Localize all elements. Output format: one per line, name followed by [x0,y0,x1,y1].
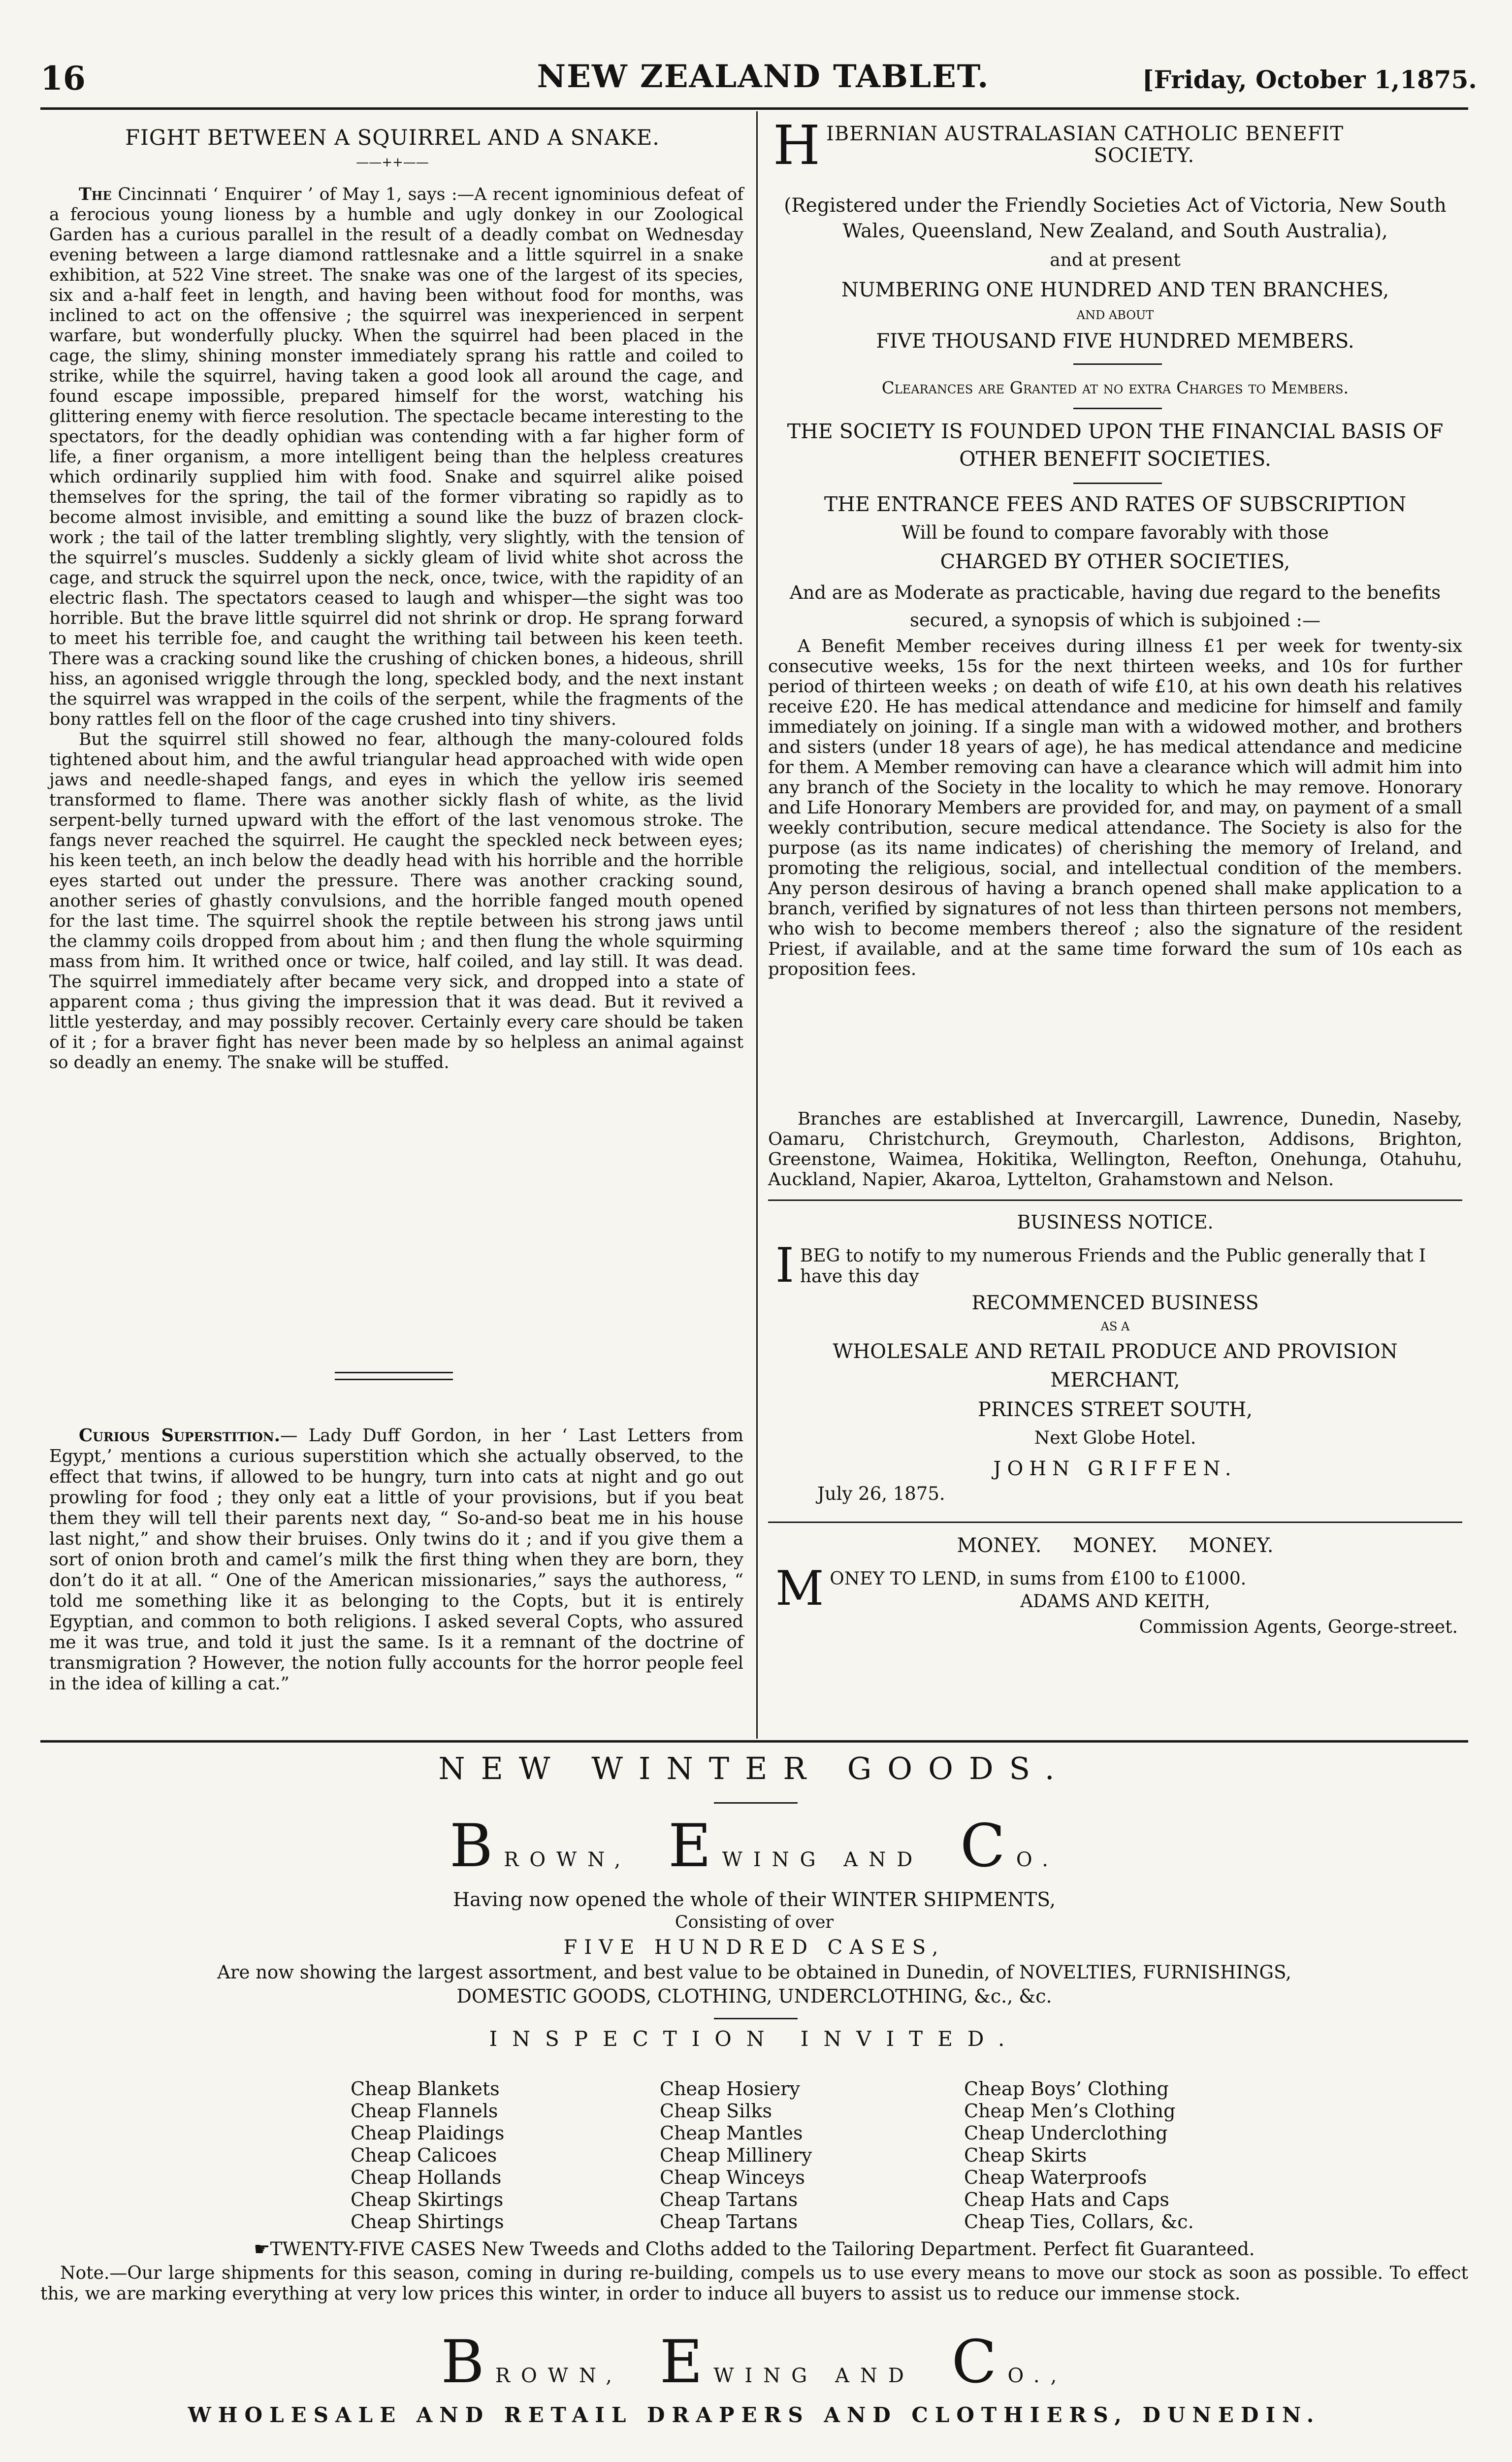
business-name: JOHN GRIFFEN. [993,1458,1237,1480]
hibernian-rule-2 [1073,408,1162,409]
business-wholesale: WHOLESALE AND RETAIL PRODUCE AND PROVISION [833,1340,1398,1363]
list-item: Cheap Tartans [660,2211,798,2233]
firm-c: C [960,1812,1016,1880]
firm-e: E [668,1812,722,1880]
business-next: Next Globe Hotel. [1034,1428,1196,1448]
firm-b: B [450,1812,504,1880]
money-agents: Commission Agents, George-street. [1139,1617,1458,1637]
business-notice-heading: BUSINESS NOTICE. [1017,1211,1214,1233]
masthead-title: NEW ZEALAND TABLET. [537,58,990,95]
hibernian-title-line2: SOCIETY. [1094,144,1195,167]
list-item: Cheap Boys’ Clothing [964,2078,1169,2100]
footer-rown: ROWN, [495,2365,623,2387]
list-item: Cheap Silks [660,2100,772,2122]
hibernian-compare: Will be found to compare favorably with those [901,522,1329,543]
article-lead: The [79,185,112,204]
drop-cap-i: I [775,1238,794,1293]
winter-note-text: Note.—Our large shipments for this season, coming in during re-building, compels us to use every means to move our stock as soon as possible. To effect this, we are marking everything at very low prices this winter, in order to induce all buyers to assist us to reduce our immense stock. [40,2263,1468,2304]
winter-showing: Are now showing the largest assortment, and best value to be obtained in Dunedin, of NOVELTIES, FURNISHINGS, [217,1962,1291,1983]
winter-rule-2 [714,2018,798,2019]
hibernian-body-text: A Benefit Member receives during illness £1 per week for twenty-six consecutive weeks, 15s for the next thirteen weeks, and 10s for further period of thirteen weeks ; on death of wife £10, at his own death his relatives receive £20. He has medical attendance and medicine for himself and family immediately on joining. If a single man with a widowed mother, and brothers and sisters (under 18 years of age), he has medical attendance and medicine for them. A Member removing can have a clearance which will admit him into any branch of the Society in the locality to which he may remove. Honorary and Life Honorary Members are provided for, and may, on payment of a small weekly contribution, secure medical attendance. The Society is also for the purpose (as its name indicates) of cherishing the memory of Ireland, and promoting the religious, social, and intellectual condition of the members. Any person desirous of having a branch opened shall make application to a branch, verified by signatures of not less than thirteen persons not members, who wish to become members thereof ; also the signature of the resident Priest, if available, and at the same time forward the sum of 10s each as proposition fees. [768,636,1462,979]
curious-superstition-article [49,1425,743,1694]
winter-having: Having now opened the whole of their WINTER SHIPMENTS, [452,1889,1056,1911]
squirrel-article [49,185,743,1073]
section-rule-2 [335,1379,453,1380]
list-item: Cheap Skirtings [351,2189,504,2210]
firm-o: O. [1016,1848,1059,1871]
business-notice-line: BEG to notify to my numerous Friends and the Public generally that I have this day [800,1246,1426,1287]
hibernian-clearances: Clearances are Granted at no extra Charges to Members. [881,378,1349,398]
article-title: FIGHT BETWEEN A SQUIRREL AND A SNAKE. [125,126,660,150]
list-item: Cheap Ties, Collars, &c. [964,2211,1194,2233]
list-item: Cheap Hosiery [660,2078,800,2100]
hibernian-branches-text: Branches are established at Invercargill, Lawrence, Dunedin, Naseby, Oamaru, Christchurch, Greymouth, Charleston, Addisons, Brighton, Greenstone, Waimea, Hokitika, Wellington, Reefton, Onehunga, Otahuhu, Auckland, Napier, Akaroa, Lyttelton, Grahamstown and Nelson. [768,1109,1462,1190]
hibernian-entrance: THE ENTRANCE FEES AND RATES OF SUBSCRIPTION [824,492,1407,516]
section-rule [335,1372,453,1373]
business-merchant: MERCHANT, [1050,1369,1180,1392]
list-item: Cheap Calicoes [351,2144,497,2166]
hibernian-title: IBERNIAN AUSTRALASIAN CATHOLIC BENEFIT [826,123,1344,145]
cheap-list-2 [660,2078,812,2233]
hibernian-end-rule [768,1199,1462,1201]
winter-consisting: Consisting of over [675,1912,834,1932]
money-firm: ADAMS AND KEITH, [1020,1591,1210,1612]
footer-wing: WING AND [713,2365,915,2387]
hibernian-body [768,636,1462,979]
winter-inspection: INSPECTION INVITED. [489,2027,1020,2051]
winter-cases: FIVE HUNDRED CASES, [563,1936,945,1959]
list-item: Cheap Skirts [964,2144,1087,2166]
hibernian-members: FIVE THOUSAND FIVE HUNDRED MEMBERS. [876,330,1354,353]
list-item: Cheap Blankets [351,2078,500,2100]
hibernian-heading [773,114,1462,182]
footer-e: E [659,2328,714,2397]
footer-b: B [441,2328,495,2397]
header-rule [40,107,1468,110]
cheap-list-3 [964,2078,1194,2233]
list-item: Cheap Shirtings [351,2211,504,2233]
page-number: 16 [40,59,86,97]
business-as-a: AS A [1100,1320,1130,1333]
list-item: Cheap Mantles [660,2122,803,2144]
winter-twenty-five: ☛TWENTY-FIVE CASES New Tweeds and Cloths added to the Tailoring Department. Perfect fit Guaranteed. [254,2238,1255,2260]
winter-domestic: DOMESTIC GOODS, CLOTHING, UNDERCLOTHING, &c., &c. [456,1985,1052,2007]
list-item: Cheap Hollands [351,2167,502,2188]
winter-rule-1 [714,1802,798,1804]
superstition-text: — Lady Duff Gordon, in her ‘ Last Letters from Egypt,’ mentions a curious superstition which she actually observed, to the effect that twins, if allowed to be hungry, turn into cats at night and go out prowling for food ; they only eat a little of your provisions, but if you beat them they will tell their parents next day, “ So-and-so beat me in his house last night,” and show their bruises. Only twins do it ; and if you give them a sort of onion broth and camel’s milk the first thing when they are born, they don’t do it at all. “ One of the American missionaries,” says the authoress, “ told me something like it as belonging to the Copts, but it is entirely Egyptian, and common to both religions. I asked several Copts, who assured me it was true, and told it just the same. Is it a remnant of the doctrine of transmigration ? However, the notion fully accounts for the horror people feel in the idea of killing a cat.” [49,1425,744,1694]
hibernian-rule-3 [1073,483,1162,484]
money-line: ONEY TO LEND, in sums from £100 to £1000. [830,1569,1247,1589]
article-paragraph-1: Cincinnati ‘ Enquirer ’ of May 1, says :—A recent ignominious defeat of a ferocious young lioness by a humble and ugly donkey in our Zoological Garden has a curious parallel in the result of a deadly combat on Wednesday evening between a large diamond rattlesnake and a little squirrel in a snake exhibition, at 522 Vine street. The snake was one of the largest of its species, six and a-half feet in length, and having been without food for months, was inclined to act on the offensive ; the squirrel was inexperienced in serpent warfare, but wonderfully plucky. When the squirrel had been placed in the cage, the slimy, shining monster immediately sprang his rattle and coiled to strike, while the squirrel, having taken a good look all around the cage, and found escape impossible, prepared himself for the worst, watching his glittering enemy with fierce resolution. The spectacle became interesting to the spectators, for the deadly ophidian was contending with a far higher form of life, a finer organism, a more intelligent being than the helpless creatures which ordinarily supplied him with food. Snake and squirrel alike poised themselves for the spring, the tail of the former vibrating so rapidly as to become almost invisible, and emitting a sound like the buzz of brazen clock-work ; the tail of the latter trembling slightly, very slightly, with the tension of the squirrel’s muscles. Suddenly a sickly gleam of livid white shot across the cage, and struck the squirrel upon the neck, once, twice, with the rapidity of an electric flash. The spectators ceased to laugh and whisper—the sight was too horrible. But the brave little squirrel did not shrink or drop. He sprang forward to meet his terrible foe, and caught the writhing tail between his keen teeth. There was a cracking sound like the crushing of chicken bones, a hideous, shrill hiss, an agonised wriggle through the long, speckled body, and the next instant the squirrel was wrapped in the coils of the serpent, while the fragments of the bony rattles fell on the floor of the cage crushed into tiny shivers. [49,185,743,729]
firm-wing: WING AND [722,1848,924,1871]
winter-firm [40,1812,1468,1880]
hibernian-numbering: NUMBERING ONE HUNDRED AND TEN BRANCHES, [841,279,1389,301]
list-item: Cheap Hats and Caps [964,2189,1169,2210]
list-item: Cheap Millinery [660,2144,812,2166]
list-item: Cheap Tartans [660,2189,798,2210]
list-item: Cheap Flannels [351,2100,498,2122]
footer-firm [40,2328,1468,2397]
winter-note [40,2263,1468,2304]
list-item: Cheap Waterproofs [964,2167,1147,2188]
business-notice-intro [775,1238,1462,1293]
hibernian-and-about: AND ABOUT [1076,308,1154,322]
hibernian-rule-1 [1073,363,1162,365]
business-street: PRINCES STREET SOUTH, [978,1398,1253,1421]
business-date: July 26, 1875. [817,1483,945,1504]
list-item: Cheap Plaidings [351,2122,505,2144]
business-end-rule [768,1522,1462,1523]
list-item: Cheap Underclothing [964,2122,1168,2144]
column-divider [756,111,758,1739]
hibernian-moderate: And are as Moderate as practicable, having due regard to the benefits secured, a synopsis of which is subjoined :— [789,582,1441,631]
list-item: Cheap Winceys [660,2167,805,2188]
title-ornament: ——++—— [356,155,429,170]
issue-date: [Friday, October 1,1875. [1142,65,1477,94]
business-recommenced: RECOMMENCED BUSINESS [971,1292,1259,1314]
superstition-lead: Curious Superstition. [79,1425,281,1446]
drop-cap-m: M [775,1561,824,1616]
money-heading: MONEY. MONEY. MONEY. [957,1534,1274,1557]
winter-heading: NEW WINTER GOODS. [438,1750,1070,1786]
hibernian-founded: THE SOCIETY IS FOUNDED UPON THE FINANCIAL BASIS OF OTHER BENEFIT SOCIETIES. [787,420,1444,471]
footer-o: O., [1007,2365,1068,2387]
firm-rown: ROWN, [504,1848,632,1871]
cheap-list-1 [351,2078,504,2233]
winter-top-rule [40,1740,1468,1743]
hibernian-branches [768,1109,1462,1190]
footer-line: WHOLESALE AND RETAIL DRAPERS AND CLOTHIERS, DUNEDIN. [188,2403,1321,2427]
hibernian-charged: CHARGED BY OTHER SOCIETIES, [940,551,1290,573]
hibernian-registered: (Registered under the Friendly Societies Act of Victoria, New South Wales, Queensland, New Zealand, and South Australia), [784,194,1447,242]
list-item: Cheap Men’s Clothing [964,2100,1176,2122]
article-paragraph-2: But the squirrel still showed no fear, although the many-coloured folds tightened about him, and the awful triangular head approached with wide open jaws and needle-shaped fangs, and eyes in which the yellow iris seemed transformed to flame. There was another sickly flash of white, as the livid serpent-belly turned upward with the effort of the last venomous stroke. The fangs never reached the squirrel. He caught the speckled neck between eyes; his keen teeth, an inch below the deadly head with his horrible and the horrible eyes started out under the pressure. There was another cracking sound, another series of ghastly convulsions, and the horrible fanged mouth opened for the last time. The squirrel shook the reptile between his strong jaws until the clammy coils dropped from about him ; and then flung the whole squirming mass from him. It writhed once or twice, half coiled, and lay still. It was dead. The squirrel immediately after became very sick, and dropped into a state of apparent coma ; thus giving the impression that it was dead. But it revived a little yesterday, and may possibly recover. Certainly every care should be taken of it ; for a braver fight has never been made by so helpless an animal against so deadly an enemy. The snake will be stuffed. [49,730,743,1072]
drop-cap-h: H [773,114,820,177]
hibernian-and-at-present: and at present [1050,250,1181,270]
footer-c: C [951,2328,1008,2397]
